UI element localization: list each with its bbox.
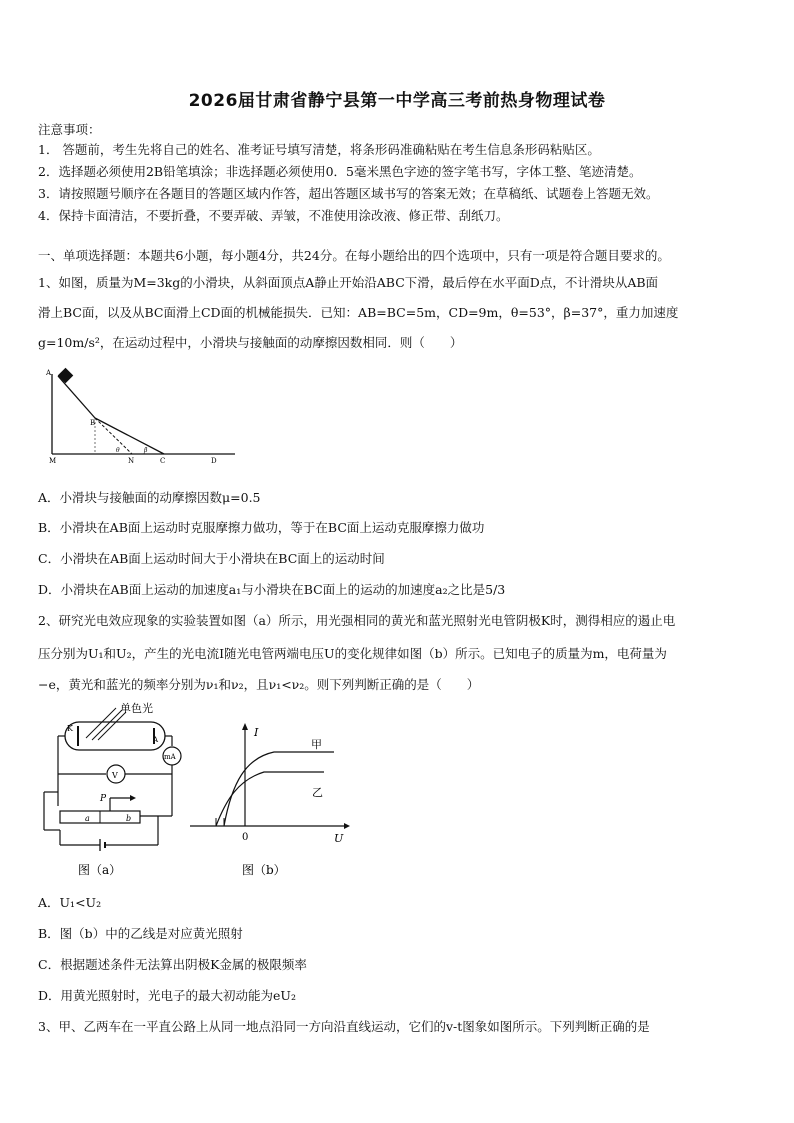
q1-option-c: C．小滑块在AB面上运动时间大于小滑块在BC面上的运动时间 (38, 551, 385, 566)
label-A: A (46, 369, 52, 377)
notice-item-2: 2．选择题必须使用2B铅笔填涂；非选择题必须使用0．5毫米黑色字迹的签字笔书写，字体工整、笔迹清楚。 (38, 164, 642, 179)
q2-option-c: C．根据题述条件无法算出阴极K金属的极限频率 (38, 957, 307, 972)
q1-line-2: 滑上BC面，以及从BC面滑上CD面的机械能损失．已知：AB=BC=5m，CD=9m，θ=53°，β=37°，重力加速度 (38, 305, 679, 320)
label-M: M (49, 457, 57, 465)
notice-item-3: 3．请按照题号顺序在各题目的答题区域内作答，超出答题区域书写的答案无效；在草稿纸、试题卷上答题无效。 (38, 186, 659, 201)
voltmeter-label: V (112, 771, 118, 780)
q2-option-a: A．U₁<U₂ (38, 895, 102, 910)
label-D: D (211, 457, 217, 465)
q2-line-3: −e，黄光和蓝光的频率分别为ν₁和ν₂，且ν₁<ν₂。则下列判断正确的是（ ） (38, 677, 480, 692)
q3-line-1: 3、甲、乙两车在一平直公路上从同一地点沿同一方向沿直线运动，它们的v-t图象如图所示。下列判断正确的是 (38, 1019, 650, 1034)
q2-circuit-figure (38, 700, 188, 885)
q2-iu-graph (186, 722, 351, 882)
label-beta: β (144, 447, 148, 454)
label-theta: θ (116, 447, 120, 454)
origin-label: 0 (242, 832, 249, 843)
q1-line-3: g=10m/s²，在运动过程中，小滑块与接触面的动摩擦因数相同．则（ ） (38, 335, 463, 350)
fig-a-caption: 图（a） (78, 863, 122, 877)
tube-label-K: K (67, 724, 73, 733)
section-heading: 一、单项选择题：本题共6小题，每小题4分，共24分。在每小题给出的四个选项中，只有一项是符合题目要求的。 (38, 248, 670, 263)
light-label: 单色光 (120, 702, 153, 715)
axis-I-label: I (254, 726, 259, 739)
q1-line-1: 1、如图，质量为M=3kg的小滑块，从斜面顶点A静止开始沿ABC下滑，最后停在水平面D点，不计滑块从AB面 (38, 275, 659, 290)
tube-label-A: A (153, 736, 159, 744)
ammeter-label: mA (164, 753, 176, 761)
notice-heading: 注意事项： (38, 122, 101, 137)
q2-line-2: 压分别为U₁和U₂，产生的光电流I随光电管两端电压U的变化规律如图（b）所示。已知电子的质量为m，电荷量为 (38, 646, 667, 661)
label-C: C (160, 457, 166, 465)
notice-item-1: 1． 答题前，考生先将自己的姓名、准考证号填写清楚，将条形码准确粘贴在考生信息条形码粘贴区。 (38, 142, 600, 157)
rheostat-label-b: b (126, 814, 132, 823)
q2-line-1: 2、研究光电效应现象的实验装置如图（a）所示，用光强相同的黄光和蓝光照射光电管阴极K时，测得相应的遏止电 (38, 613, 676, 628)
slider-label-P: P (100, 794, 107, 804)
axis-U-label: U (334, 832, 344, 845)
q1-option-b: B．小滑块在AB面上运动时克服摩擦力做功，等于在BC面上运动克服摩擦力做功 (38, 520, 485, 535)
curve-yi-label: 乙 (312, 786, 323, 799)
fig-b-caption: 图（b） (242, 863, 286, 877)
q1-option-a: A．小滑块与接触面的动摩擦因数μ=0.5 (38, 490, 261, 505)
q2-option-b: B．图（b）中的乙线是对应黄光照射 (38, 926, 243, 941)
q1-option-d: D．小滑块在AB面上运动的加速度a₁与小滑块在BC面上的运动的加速度a₂之比是5/3 (38, 582, 506, 597)
q2-option-d: D．用黄光照射时，光电子的最大初动能为eU₂ (38, 988, 296, 1003)
label-N: N (128, 457, 135, 465)
notice-item-4: 4．保持卡面清洁，不要折叠，不要弄破、弄皱，不准使用涂改液、修正带、刮纸刀。 (38, 208, 509, 223)
label-B: B (90, 419, 96, 427)
rheostat-label-a: a (85, 814, 90, 823)
curve-jia-label: 甲 (311, 738, 322, 751)
q1-incline-figure (40, 366, 240, 466)
exam-title: 2026届甘肃省静宁县第一中学高三考前热身物理试卷 (188, 91, 606, 111)
